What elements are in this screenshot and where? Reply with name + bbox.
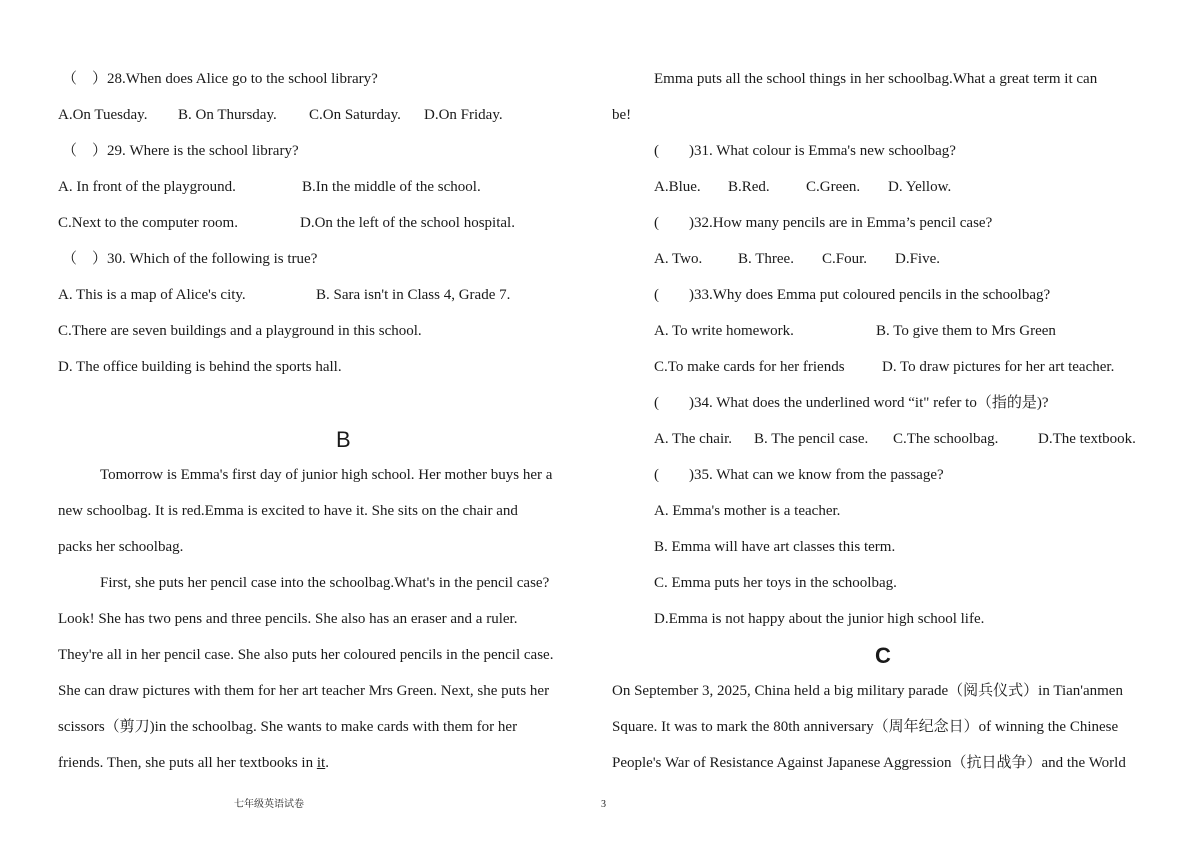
passage-c-line-1: On September 3, 2025, China held a big military parade（阅兵仪式）in Tian'anmen [612,683,1123,699]
q31-option-a: A.Blue. [654,179,701,195]
q33-option-d: D. To draw pictures for her art teacher. [882,359,1115,375]
question-33-stem: ( )33.Why does Emma put coloured pencils in the schoolbag? [654,287,1051,303]
q32-option-d: D.Five. [895,251,940,267]
q29-option-c: C.Next to the computer room. [58,215,238,231]
section-c-title: C [875,643,891,668]
q28-option-b: B. On Thursday. [178,107,277,123]
passage-b-cont-line-2: be! [612,107,632,123]
q33-option-a: A. To write homework. [654,323,794,339]
passage-c-line-2: Square. It was to mark the 80th anniversary（周年纪念日）of winning the Chinese [612,719,1119,735]
q28-option-a: A.On Tuesday. [58,107,148,123]
q29-option-a: A. In front of the playground. [58,179,236,195]
q28-option-d: D.On Friday. [424,107,503,123]
q34-option-c: C.The schoolbag. [893,431,999,447]
section-b-title: B [336,427,351,452]
q34-option-a: A. The chair. [654,431,733,447]
page-number: 3 [601,799,606,810]
passage-b-line-7: She can draw pictures with them for her art teacher Mrs Green. Next, she puts her [58,683,550,699]
q34-option-b: B. The pencil case. [754,431,869,447]
q35-option-d: D.Emma is not happy about the junior high school life. [654,611,985,627]
passage-c-line-3: People's War of Resistance Against Japanese Aggression（抗日战争）and the World [612,755,1126,771]
question-31-stem: ( )31. What colour is Emma's new schoolbag? [654,143,956,159]
q30-option-b: B. Sara isn't in Class 4, Grade 7. [316,287,511,303]
question-35-stem: ( )35. What can we know from the passage? [654,467,944,483]
q31-option-b: B.Red. [728,179,770,195]
passage-b-line-3: packs her schoolbag. [58,539,184,555]
q35-option-a: A. Emma's mother is a teacher. [654,503,841,519]
question-32-stem: ( )32.How many pencils are in Emma’s pencil case? [654,215,993,231]
q31-option-c: C.Green. [806,179,861,195]
passage-b-line-2: new schoolbag. It is red.Emma is excited to have it. She sits on the chair and [58,503,518,519]
footer-label: 七年级英语试卷 [234,799,304,810]
underlined-word-it: it [316,755,326,771]
q32-option-a: A. Two. [654,251,703,267]
passage-b-line-6: They're all in her pencil case. She also puts her coloured pencils in the pencil case. [58,647,554,663]
q32-option-b: B. Three. [738,251,794,267]
passage-b-line-9-end: . [325,755,329,771]
question-29-stem: （ ）29. Where is the school library? [62,143,299,159]
q33-option-c: C.To make cards for her friends [654,359,845,375]
question-34-stem: ( )34. What does the underlined word “it" refer to（指的是)? [654,395,1049,411]
q30-option-a: A. This is a map of Alice's city. [58,287,246,303]
question-28-stem: （ ）28.When does Alice go to the school library? [62,71,378,87]
q34-option-d: D.The textbook. [1038,431,1136,447]
q31-option-d: D. Yellow. [888,179,952,195]
q29-option-b: B.In the middle of the school. [302,179,481,195]
passage-b-line-4: First, she puts her pencil case into the schoolbag.What's in the pencil case? [100,575,550,591]
passage-b-cont-line-1: Emma puts all the school things in her schoolbag.What a great term it can [654,71,1098,87]
q35-option-b: B. Emma will have art classes this term. [654,539,896,555]
passage-b-line-8: scissors（剪刀)in the schoolbag. She wants to make cards with them for her [58,719,518,735]
passage-b-line-5: Look! She has two pens and three pencils. She also has an eraser and a ruler. [58,611,518,627]
question-30-stem: （ ）30. Which of the following is true? [62,251,318,267]
passage-b-line-9 [58,753,329,773]
passage-b-line-9-text: friends. Then, she puts all her textbooks in [58,755,317,771]
q30-option-c: C.There are seven buildings and a playground in this school. [58,323,422,339]
q33-option-b: B. To give them to Mrs Green [876,323,1056,339]
q35-option-c: C. Emma puts her toys in the schoolbag. [654,575,897,591]
passage-b-line-1: Tomorrow is Emma's first day of junior high school. Her mother buys her a [100,467,553,483]
q32-option-c: C.Four. [822,251,868,267]
q28-option-c: C.On Saturday. [309,107,401,123]
q29-option-d: D.On the left of the school hospital. [300,215,515,231]
q30-option-d: D. The office building is behind the sports hall. [58,359,342,375]
